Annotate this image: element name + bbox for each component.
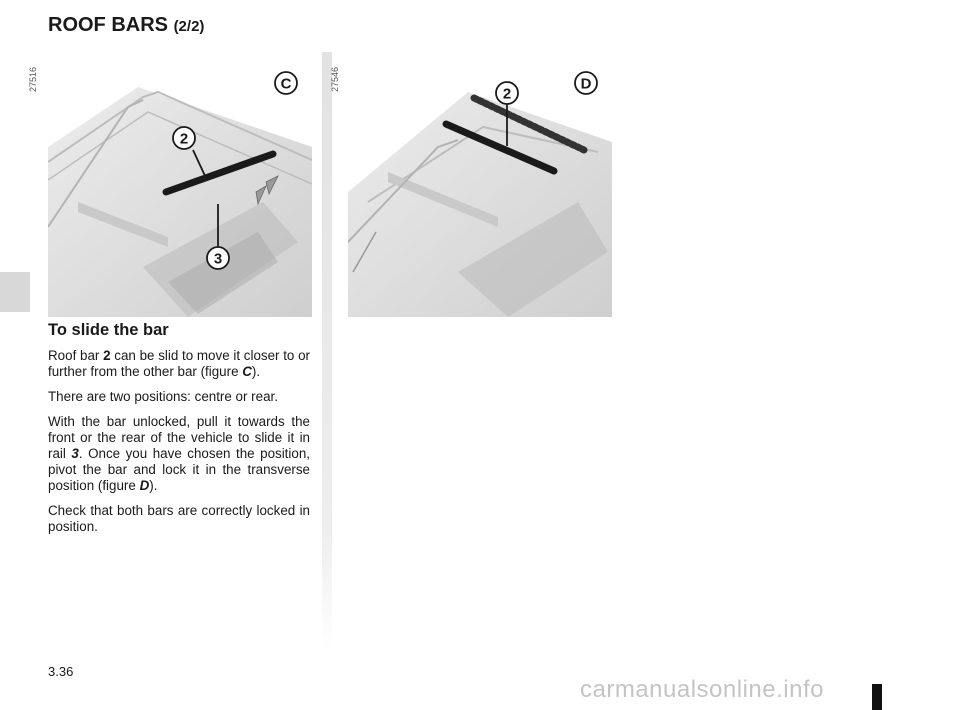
figure-letter-c: C	[280, 75, 292, 93]
figure-c	[48, 52, 312, 317]
page-number: 3.36	[48, 664, 74, 679]
ref-number: 2	[103, 348, 111, 363]
text-run: Roof bar	[48, 348, 104, 363]
callout-2: 2	[179, 130, 189, 148]
text-run: . Once you have chosen the position, pivot the bar and lock it in the transverse position (figure	[48, 446, 310, 493]
paragraph-3	[48, 414, 310, 494]
column-divider	[322, 52, 332, 650]
paragraph-4: Check that both bars are correctly locked in position.	[48, 503, 310, 534]
text-run: can be slid to move it closer to or further from the other bar (figure	[48, 348, 311, 379]
paragraph-2: There are two positions: centre or rear.	[48, 389, 278, 404]
paragraph-1	[48, 348, 310, 380]
text-run: ).	[251, 364, 261, 379]
figure-ref: D	[139, 478, 150, 493]
callout-3: 3	[213, 250, 223, 268]
ref-number: 3	[71, 446, 79, 461]
title-part: (2/2)	[173, 18, 205, 35]
text-run: ).	[149, 478, 158, 493]
section-tab	[0, 272, 30, 312]
callout-2: 2	[502, 85, 512, 103]
figure-d-code: 27546	[330, 66, 340, 92]
section-heading: To slide the bar	[48, 321, 169, 339]
title-text: ROOF BARS	[48, 14, 168, 36]
page-title	[48, 14, 204, 37]
figure-letter-d: D	[580, 75, 592, 93]
watermark: carmanualsonline.info	[580, 676, 824, 703]
figure-c-code: 27516	[28, 66, 38, 92]
text-run: With the bar unlocked, pull it towards the front or the rear of the vehicle to slide it in rail	[48, 414, 310, 461]
instructions	[48, 322, 310, 544]
figure-ref: C	[242, 364, 252, 379]
figure-d	[348, 52, 612, 317]
corner-mark	[872, 684, 882, 710]
